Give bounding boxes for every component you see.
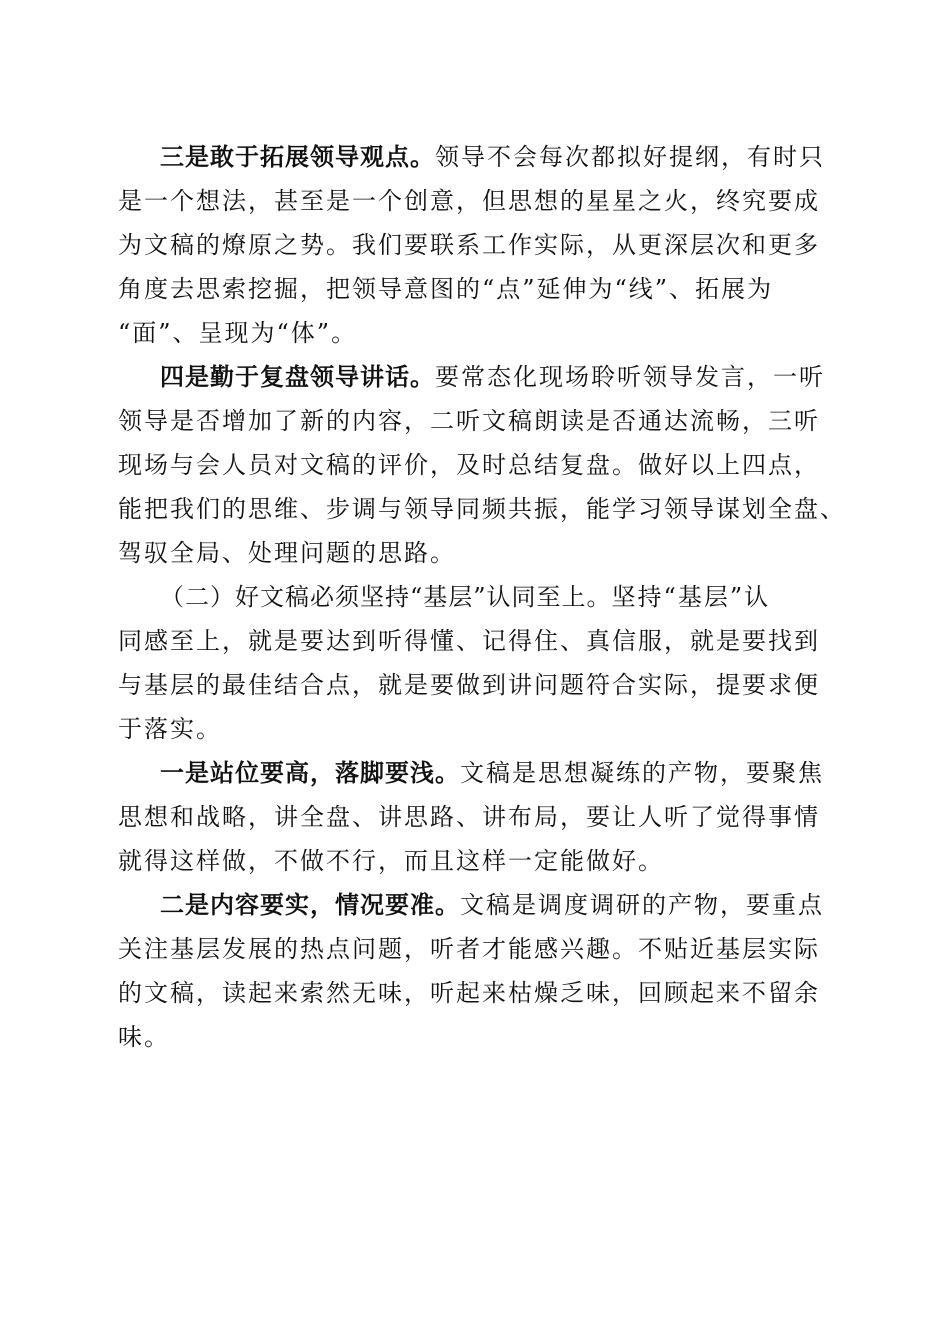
paragraph-line: [118, 135, 838, 179]
paragraph-line: 领导是否增加了新的内容，二听文稿朗读是否通达流畅，三听: [118, 407, 820, 435]
paragraph-line: 角度去思索挖掘，把领导意图的“点”延伸为“线”、拓展为: [118, 275, 774, 303]
paragraph-heading: 三是敢于拓展领导观点。: [160, 143, 435, 171]
paragraph-text: 文稿是调度调研的产物，要重点: [460, 891, 824, 919]
paragraph-one: [118, 751, 838, 883]
paragraph-line: 就得这样做，不做不行，而且这样一定能做好。: [118, 847, 664, 875]
paragraph-line: 同感至上，就是要达到听得懂、记得住、真信服，就是要找到: [118, 627, 820, 655]
paragraph-line: 于落实。: [118, 715, 222, 743]
paragraph-line: [118, 575, 838, 619]
section-heading: （二）好文稿必须坚持“基层”认同至上。: [160, 583, 612, 611]
paragraph-line: 能把我们的思维、步调与领导同频共振，能学习领导谋划全盘、: [118, 495, 846, 523]
paragraph-three: [118, 135, 838, 355]
paragraph-line: 为文稿的燎原之势。我们要联系工作实际，从更深层次和更多: [118, 231, 820, 259]
paragraph-heading: 四是勤于复盘领导讲话。: [160, 363, 435, 391]
paragraph-line: “面”、呈现为“体”。: [118, 319, 358, 347]
paragraph-text: 文稿是思想凝练的产物，要聚焦: [460, 759, 824, 787]
paragraph-line: [118, 355, 838, 399]
section-two: [118, 575, 838, 751]
document-body: [118, 135, 846, 1059]
paragraph-line: 关注基层发展的热点问题，听者才能感兴趣。不贴近基层实际: [118, 935, 820, 963]
paragraph-heading: 二是内容要实，情况要准。: [160, 891, 460, 919]
paragraph-line: 是一个想法，甚至是一个创意，但思想的星星之火，终究要成: [118, 187, 820, 215]
paragraph-line: 思想和战略，讲全盘、讲思路、讲布局，要让人听了觉得事情: [118, 803, 820, 831]
paragraph-line: 味。: [118, 1023, 170, 1051]
paragraph-four: [118, 355, 846, 575]
paragraph-line: 驾驭全局、处理问题的思路。: [118, 539, 456, 567]
paragraph-line: 现场与会人员对文稿的评价，及时总结复盘。做好以上四点，: [118, 451, 820, 479]
paragraph-two: [118, 883, 838, 1059]
paragraph-line: [118, 751, 838, 795]
paragraph-heading: 一是站位要高，落脚要浅。: [160, 759, 460, 787]
paragraph-line: [118, 883, 838, 927]
paragraph-text: 坚持“基层”认: [611, 583, 771, 611]
paragraph-text: 要常态化现场聆听领导发言，一听: [435, 363, 825, 391]
paragraph-line: 的文稿，读起来索然无味，听起来枯燥乏味，回顾起来不留余: [118, 979, 820, 1007]
paragraph-line: 与基层的最佳结合点，就是要做到讲问题符合实际，提要求便: [118, 671, 820, 699]
paragraph-text: 领导不会每次都拟好提纲，有时只: [435, 143, 825, 171]
